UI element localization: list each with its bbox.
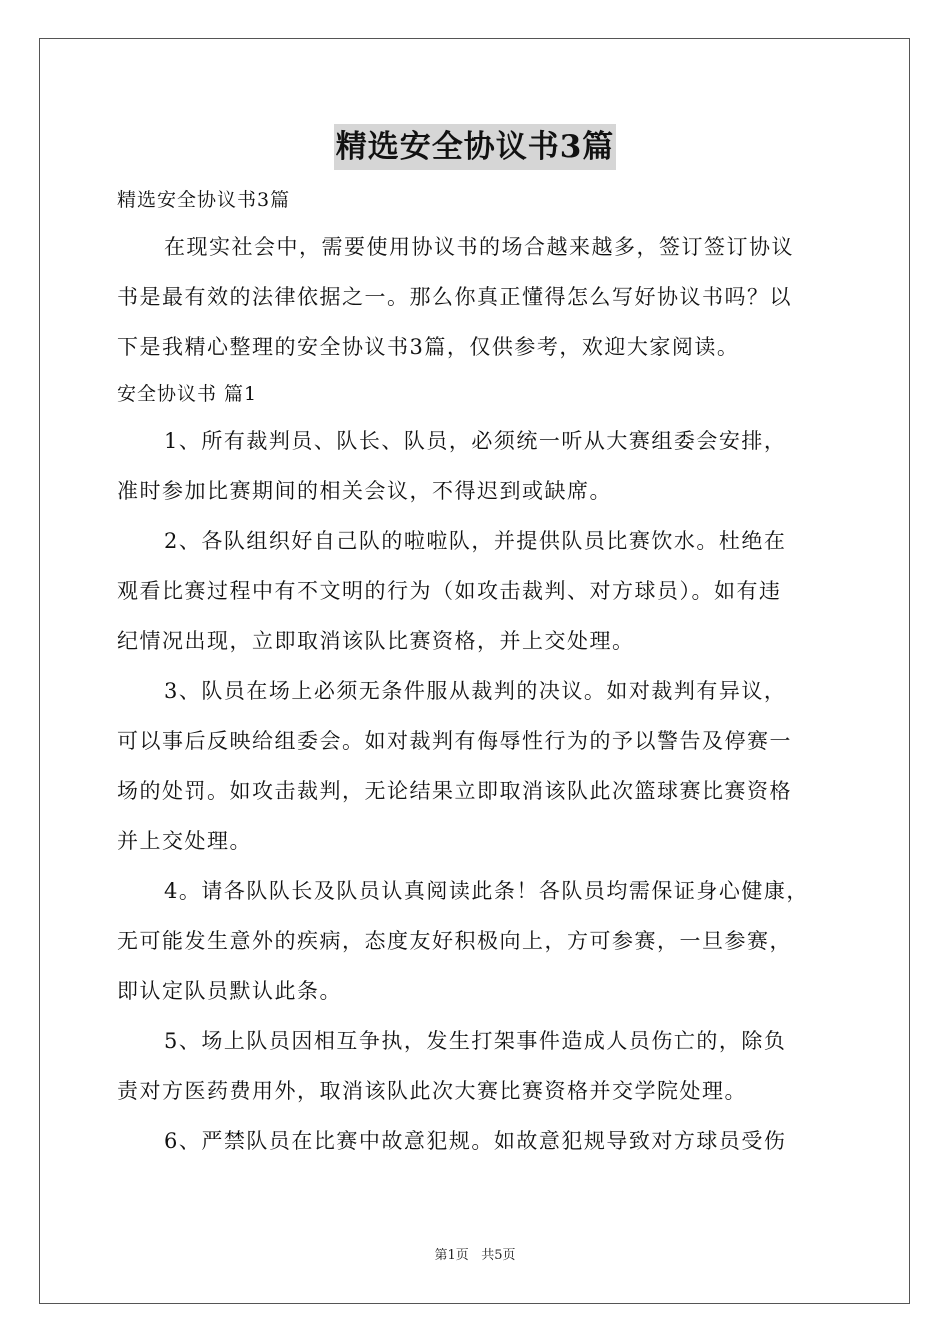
text-line: 下是我精心整理的安全协议书3篇，仅供参考，欢迎大家阅读。 [117,335,740,359]
document-title: 精选安全协议书3篇 [334,124,617,170]
text-line: 准时参加比赛期间的相关会议，不得迟到或缺席。 [117,479,612,503]
text-line: 安全协议书 篇1 [117,383,258,405]
text-line: 书是最有效的法律依据之一。那么你真正懂得怎么写好协议书吗？以 [117,285,792,309]
document-body [117,178,837,1166]
text-line: 2、各队组织好自己队的啦啦队，并提供队员比赛饮水。杜绝在 [164,529,787,553]
text-line: 精选安全协议书3篇 [117,189,291,211]
text-line: 6、严禁队员在比赛中故意犯规。如故意犯规导致对方球员受伤 [164,1129,787,1153]
text-line: 1、所有裁判员、队长、队员，必须统一听从大赛组委会安排， [164,429,787,453]
text-line: 责对方医药费用外，取消该队此次大赛比赛资格并交学院处理。 [117,1079,747,1103]
page-footer [0,1244,950,1263]
page-total: 共5页 [481,1248,516,1263]
text-line: 并上交处理。 [117,829,252,853]
text-line: 5、场上队员因相互争执，发生打架事件造成人员伤亡的，除负 [164,1029,787,1053]
text-line: 3、队员在场上必须无条件服从裁判的决议。如对裁判有异议， [164,679,787,703]
text-line: 观看比赛过程中有不文明的行为（如攻击裁判、对方球员）。如有违 [117,579,782,603]
text-line: 可以事后反映给组委会。如对裁判有侮辱性行为的予以警告及停赛一 [117,729,792,753]
text-line: 无可能发生意外的疾病，态度友好积极向上，方可参赛，一旦参赛， [117,929,792,953]
title-wrap [0,124,950,170]
text-line: 场的处罚。如攻击裁判，无论结果立即取消该队此次篮球赛比赛资格 [117,779,792,803]
text-line: 即认定队员默认此条。 [117,979,342,1003]
text-line: 纪情况出现，立即取消该队比赛资格，并上交处理。 [117,629,635,653]
page-number: 第1页 [434,1248,469,1263]
text-line: 4。请各队队长及队员认真阅读此条！各队员均需保证身心健康， [164,879,809,903]
text-line: 在现实社会中，需要使用协议书的场合越来越多，签订签订协议 [164,235,794,259]
